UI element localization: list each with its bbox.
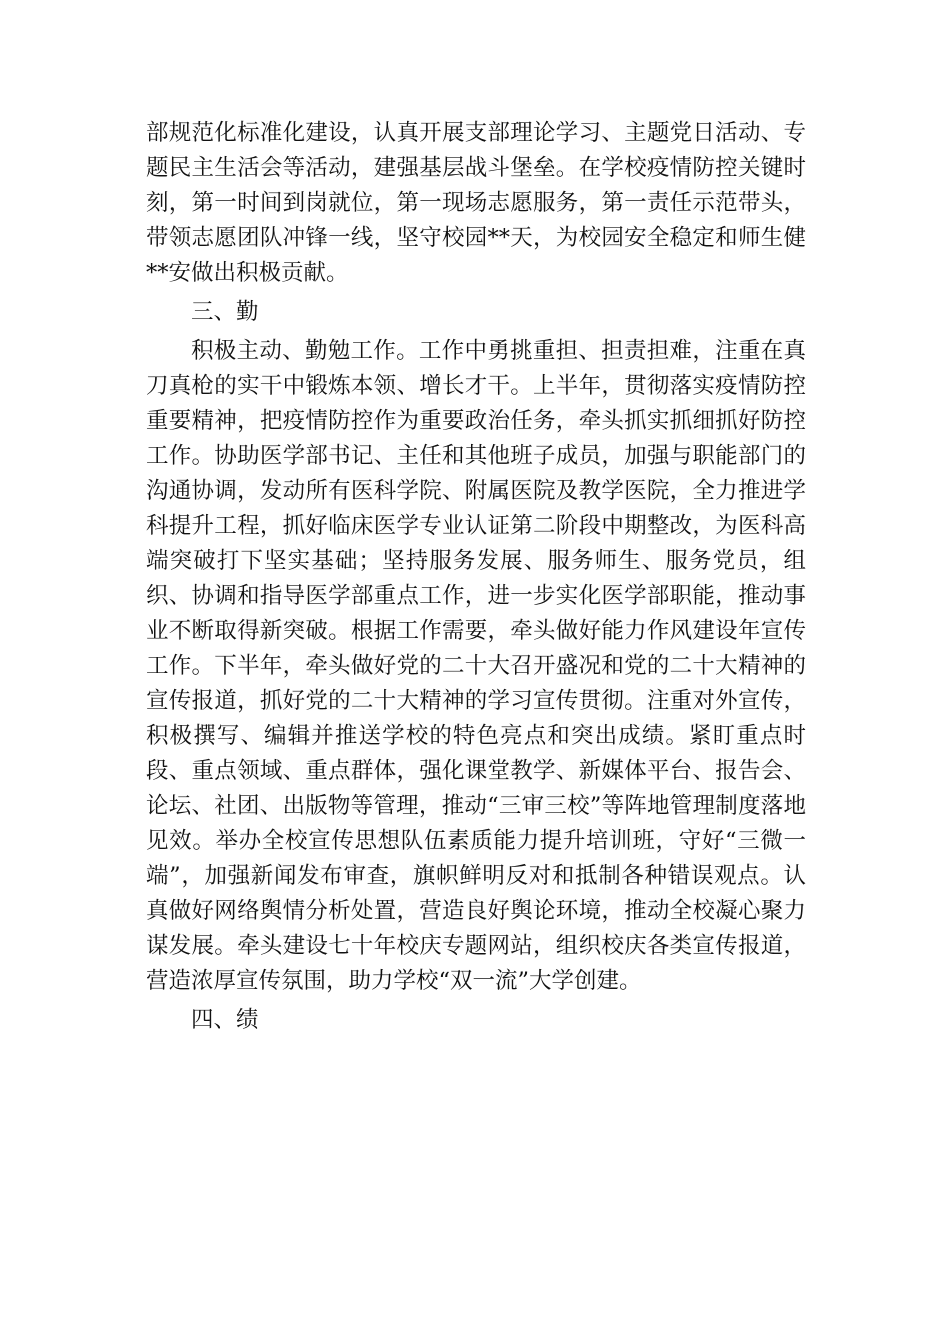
section-heading-4: 四、绩 [191,1007,259,1033]
section-heading-3: 三、勤 [191,299,259,325]
document-page [146,116,806,1042]
paragraph-continued: 部规范化标准化建设，认真开展支部理论学习、主题党日活动、专题民主生活会等活动，建强基层战斗堡垒。在学校疫情防控关键时刻，第一时间到岗就位，第一现场志愿服务，第一责任示范带头，带领志愿团队冲锋一线，坚守校园**天，为校园安全稳定和师生健**安做出积极贡献。 [146,120,806,286]
paragraph-3: 积极主动、勤勉工作。工作中勇挑重担、担责担难，注重在真刀真枪的实干中锻炼本领、增长才干。上半年，贯彻落实疫情防控重要精神，把疫情防控作为重要政治任务，牵头抓实抓细抓好防控工作。协助医学部书记、主任和其他班子成员，加强与职能部门的沟通协调，发动所有医科学院、附属医院及教学医院，全力推进学科提升工程，抓好临床医学专业认证第二阶段中期整改，为医科高端突破打下坚实基础；坚持服务发展、服务师生、服务党员，组织、协调和指导医学部重点工作，进一步实化医学部职能，推动事业不断取得新突破。根据工作需要，牵头做好能力作风建设年宣传工作。下半年，牵头做好党的二十大召开盛况和党的二十大精神的宣传报道，抓好党的二十大精神的学习宣传贯彻。注重对外宣传，积极撰写、编辑并推送学校的特色亮点和突出成绩。紧盯重点时段、重点领域、重点群体，强化课堂教学、新媒体平台、报告会、论坛、社团、出版物等管理，推动“三审三校”等阵地管理制度落地见效。举办全校宣传思想队伍素质能力提升培训班，守好“三微一端”，加强新闻发布审查，旗帜鲜明反对和抵制各种错误观点。认真做好网络舆情分析处置，营造良好舆论环境，推动全校凝心聚力谋发展。牵头建设七十年校庆专题网站，组织校庆各类宣传报道，营造浓厚宣传氛围，助力学校“双一流”大学创建。 [146,338,806,994]
